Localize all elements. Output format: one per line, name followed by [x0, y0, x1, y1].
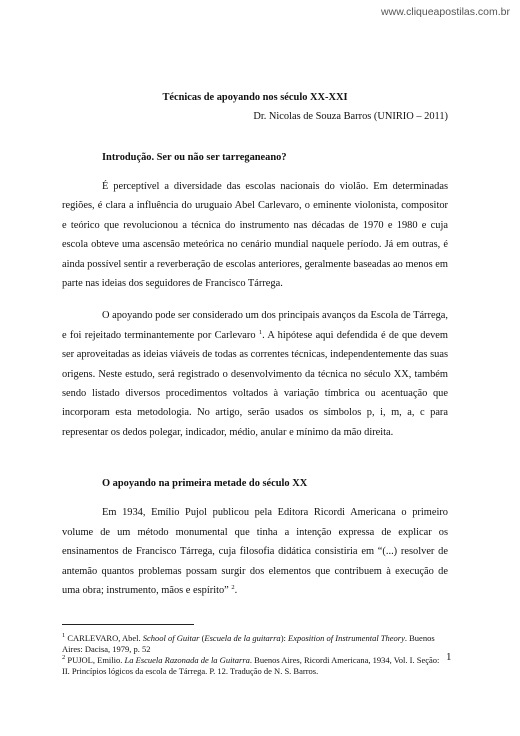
document-title: Técnicas de apoyando nos século XX-XXI: [162, 92, 348, 103]
footnote-text: ):: [280, 633, 289, 644]
footnote-text: PUJOL, Emilio.: [65, 655, 125, 666]
paragraph-introduction-2: [62, 306, 448, 442]
paragraph-text: O apoyando pode ser considerado um dos principais avanços da Escola de Tárrega, e foi rejeitado terminantemente por Carlevaro: [62, 310, 448, 341]
footnote-2: [62, 655, 448, 676]
paragraph-introduction-1: É perceptível a diversidade das escolas nacionais do violão. Em determinadas regiões, é clara a influência do uruguaio Abel Carlevaro, o eminente violonista, compositor e teórico que revolucionou a técnica do instrumento nas décadas de 1970 e 1980 e cuja escola obteve uma ascensão meteórica no cenário mundial naquele período. Já em outras, é ainda possível sentir a reverberação de escolas anteriores, geralmente baseadas ao menos em parte nas ideias dos seguidores de Francisco Tárrega.: [62, 181, 448, 290]
footnote-text: . Buenos Aires, Ricordi Americana, 1934, Vol. I. Seção: II. Princípios lógicos da escola de Tárrega. P. 12. Tradução de N. S. Barros.: [62, 655, 440, 676]
footnote-reference-2[interactable]: 2: [231, 583, 235, 591]
footnotes: [62, 633, 448, 676]
footnote-text: (: [199, 633, 205, 644]
footnote-title: Escuela de la guitarra: [204, 633, 281, 644]
footnote-title: Exposition of Instrumental Theory: [288, 633, 405, 644]
page-number: 1: [446, 651, 452, 663]
paragraph-text: .: [234, 584, 238, 596]
document-page: [62, 92, 448, 677]
paragraph-text: Em 1934, Emílio Pujol publicou pela Editora Ricordi Americana o primeiro volume de um método monumental que tinha a intenção expressa de explicar os ensinamentos de Francisco Tárrega, cuja filosofia didática consistiria em “(...) resolver de antemão quantos problemas possam surgir dos elementos que contribuem à execução de uma obra; instrumento, mãos e espírito”: [62, 507, 448, 596]
site-url[interactable]: www.cliqueapostilas.com.br: [381, 6, 510, 18]
footnote-reference-1[interactable]: 1: [258, 328, 263, 336]
footnote-text: . Buenos Aires: Dacisa, 1979, p. 52: [62, 633, 435, 654]
footnote-text: CARLEVARO, Abel.: [65, 633, 143, 644]
footnote-separator: [62, 624, 194, 625]
footnote-title: La Escuela Razonada de la Guitarra: [124, 655, 250, 666]
document-author: Dr. Nicolas de Souza Barros (UNIRIO – 2011): [253, 111, 448, 122]
paragraph-text: . A hipótese aqui defendida é de que devem ser aproveitadas as ideias viáveis de todas as correntes técnicas, independentemente das suas origens. Neste estudo, será registrado o desenvolvimento da técnica no século XX, também sendo listado diversos procedimentos voltados à variação tímbrica ou acentuação que incorporam esta metodologia. No artigo, serão usados os símbolos p, i, m, a, c para representar os dedos polegar, indicador, médio, anular e mínimo da mão direita.: [62, 329, 448, 438]
section-heading-introduction: Introdução. Ser ou não ser tarreganeano?: [102, 152, 287, 163]
footnote-number: 2: [62, 654, 66, 662]
footnote-title: School of Guitar: [142, 633, 200, 644]
section-heading-first-half-20th-century: O apoyando na primeira metade do século XX: [102, 478, 308, 490]
footnote-1: [62, 633, 448, 654]
footnote-number: 1: [62, 632, 66, 640]
paragraph-pujol: [62, 503, 448, 600]
